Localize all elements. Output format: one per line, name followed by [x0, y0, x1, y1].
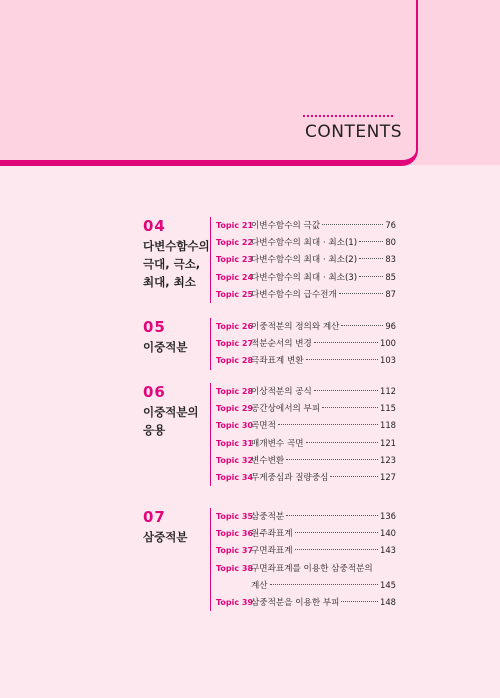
toc-entry[interactable]	[216, 469, 396, 486]
section-divider-line	[210, 508, 211, 611]
entry-title: 극좌표계 변환	[251, 356, 304, 367]
entry-title: 이상적분의 공식	[251, 387, 312, 397]
toc-entries	[216, 217, 396, 303]
dot-leader	[270, 584, 378, 585]
dot-leader	[314, 342, 378, 343]
topic-label: Topic 35	[216, 512, 254, 521]
toc-entries	[216, 318, 396, 370]
entry-title: 이변수함수의 극값	[251, 221, 321, 231]
page-number: 123	[380, 454, 396, 465]
page-number: 76	[385, 220, 396, 230]
toc-entry[interactable]	[216, 435, 396, 452]
chapter-title-line: 이중적분	[143, 340, 188, 354]
topic-label: Topic 21	[216, 221, 254, 230]
page-number: 85	[385, 271, 396, 282]
page-number: 140	[380, 528, 396, 539]
entry-title: 곡면적	[251, 421, 276, 432]
topic-label: Topic 36	[216, 529, 254, 539]
entry-title: 공간상에서의 부피	[251, 404, 321, 415]
entry-title: 삼중적분을 이용한 부피	[251, 597, 340, 608]
page-number: 80	[385, 237, 396, 248]
topic-label: Topic 39	[216, 597, 254, 607]
chapter-number: 07	[143, 508, 166, 526]
chapter-title	[143, 403, 211, 439]
topic-label: Topic 23	[216, 255, 254, 265]
toc-entries	[216, 508, 396, 611]
entry-title: 구면좌표계	[251, 546, 293, 557]
entry-title: 삼중적분	[251, 512, 285, 522]
dot-leader	[278, 424, 378, 425]
entry-title: 무게중심과 질량중심	[251, 472, 329, 483]
topic-label: Topic 22	[216, 238, 254, 248]
entry-title: 다변수함수의 최대 · 최소(2)	[251, 255, 358, 266]
toc-entry[interactable]	[216, 269, 396, 286]
chapter-title	[143, 338, 211, 356]
section-divider-line	[210, 217, 211, 303]
entry-title: 이중적분의 정의와 계산	[251, 322, 340, 332]
chapter-title-line: 응용	[143, 423, 166, 437]
dot-leader	[339, 293, 384, 294]
topic-label: Topic 38	[216, 563, 254, 573]
dot-leader	[359, 241, 383, 242]
toc-entry[interactable]	[216, 508, 396, 525]
topic-label: Topic 26	[216, 322, 254, 331]
dot-leader	[359, 276, 383, 277]
page-title: CONTENTS	[305, 122, 402, 142]
dot-leader	[330, 476, 378, 477]
dot-leader	[306, 442, 378, 443]
page-number: 100	[380, 338, 396, 349]
chapter-title	[143, 237, 211, 291]
toc-entry[interactable]	[216, 251, 396, 268]
chapter-title-line: 다변수함수의	[143, 239, 210, 253]
toc-entry[interactable]	[216, 286, 396, 303]
toc-entry[interactable]	[216, 560, 396, 577]
entry-title: 매개변수 곡면	[251, 438, 304, 449]
topic-label: Topic 28	[216, 387, 254, 396]
dot-leader	[359, 258, 383, 259]
page-number: 143	[380, 545, 396, 556]
chapter-title	[143, 528, 211, 546]
section-divider-line	[210, 318, 211, 370]
chapter-title-line: 최대, 최소	[143, 275, 196, 289]
page-number: 87	[385, 288, 396, 299]
entry-title: 다변수함수의 급수전개	[251, 289, 337, 300]
topic-label: Topic 29	[216, 404, 254, 414]
dot-leader	[286, 459, 378, 460]
chapter-title-line: 삼중적분	[143, 530, 188, 544]
toc-entry[interactable]	[216, 335, 396, 352]
entry-title: 다변수함수의 최대 · 최소(1)	[251, 238, 358, 249]
entry-title: 다변수함수의 최대 · 최소(3)	[251, 272, 358, 283]
dot-leader	[341, 601, 378, 602]
toc-entry[interactable]	[216, 352, 396, 369]
toc-entry[interactable]	[216, 417, 396, 434]
entry-title: 구면좌표계를 이용한 삼중적분의	[251, 563, 373, 574]
dot-leader	[286, 515, 378, 516]
page-number: 121	[380, 437, 396, 448]
topic-label: Topic 25	[216, 289, 254, 299]
chapter-number: 06	[143, 383, 166, 401]
page-number: 103	[380, 355, 396, 366]
dot-leader	[322, 407, 378, 408]
dot-leader	[322, 224, 383, 225]
page-number: 145	[380, 579, 396, 590]
toc-entry[interactable]	[216, 400, 396, 417]
dot-leader	[295, 532, 378, 533]
chapter-title-line: 이중적분의	[143, 405, 199, 419]
dot-leader	[314, 390, 378, 391]
topic-label: Topic 32	[216, 455, 254, 465]
topic-label: Topic 28	[216, 356, 254, 366]
page-number: 112	[380, 386, 396, 396]
toc-entry[interactable]	[216, 525, 396, 542]
page-number: 127	[380, 471, 396, 482]
toc-entry[interactable]	[216, 594, 396, 611]
title-dots-divider	[303, 115, 393, 119]
entry-title: 변수변환	[251, 455, 285, 466]
section-divider-line	[210, 383, 211, 486]
entry-title: 원주좌표계	[251, 529, 293, 540]
page-number: 115	[380, 403, 396, 414]
dot-leader	[295, 549, 378, 550]
page-number: 83	[385, 254, 396, 265]
toc-entry[interactable]	[216, 542, 396, 559]
topic-label: Topic 34	[216, 472, 254, 482]
topic-label: Topic 24	[216, 272, 254, 282]
chapter-number: 05	[143, 318, 166, 336]
topic-label: Topic 30	[216, 421, 254, 431]
page-number: 118	[380, 420, 396, 431]
toc-entry[interactable]	[216, 577, 396, 594]
page-number: 148	[380, 596, 396, 607]
chapter-number: 04	[143, 217, 166, 235]
toc-entries	[216, 383, 396, 486]
topic-label: Topic 31	[216, 438, 254, 448]
dot-leader	[306, 359, 378, 360]
page-number: 136	[380, 511, 396, 521]
chapter-title-line: 극대, 극소,	[143, 257, 201, 271]
dot-leader	[341, 325, 383, 326]
topic-label: Topic 27	[216, 339, 254, 349]
toc-entry[interactable]	[216, 318, 396, 335]
page-number: 96	[385, 321, 396, 331]
topic-label: Topic 37	[216, 546, 254, 556]
toc-entry[interactable]	[216, 452, 396, 469]
entry-title: 적분순서의 변경	[251, 339, 312, 350]
toc-entry[interactable]	[216, 234, 396, 251]
entry-title: 계산	[251, 580, 268, 591]
toc-entry[interactable]	[216, 217, 396, 234]
toc-entry[interactable]	[216, 383, 396, 400]
